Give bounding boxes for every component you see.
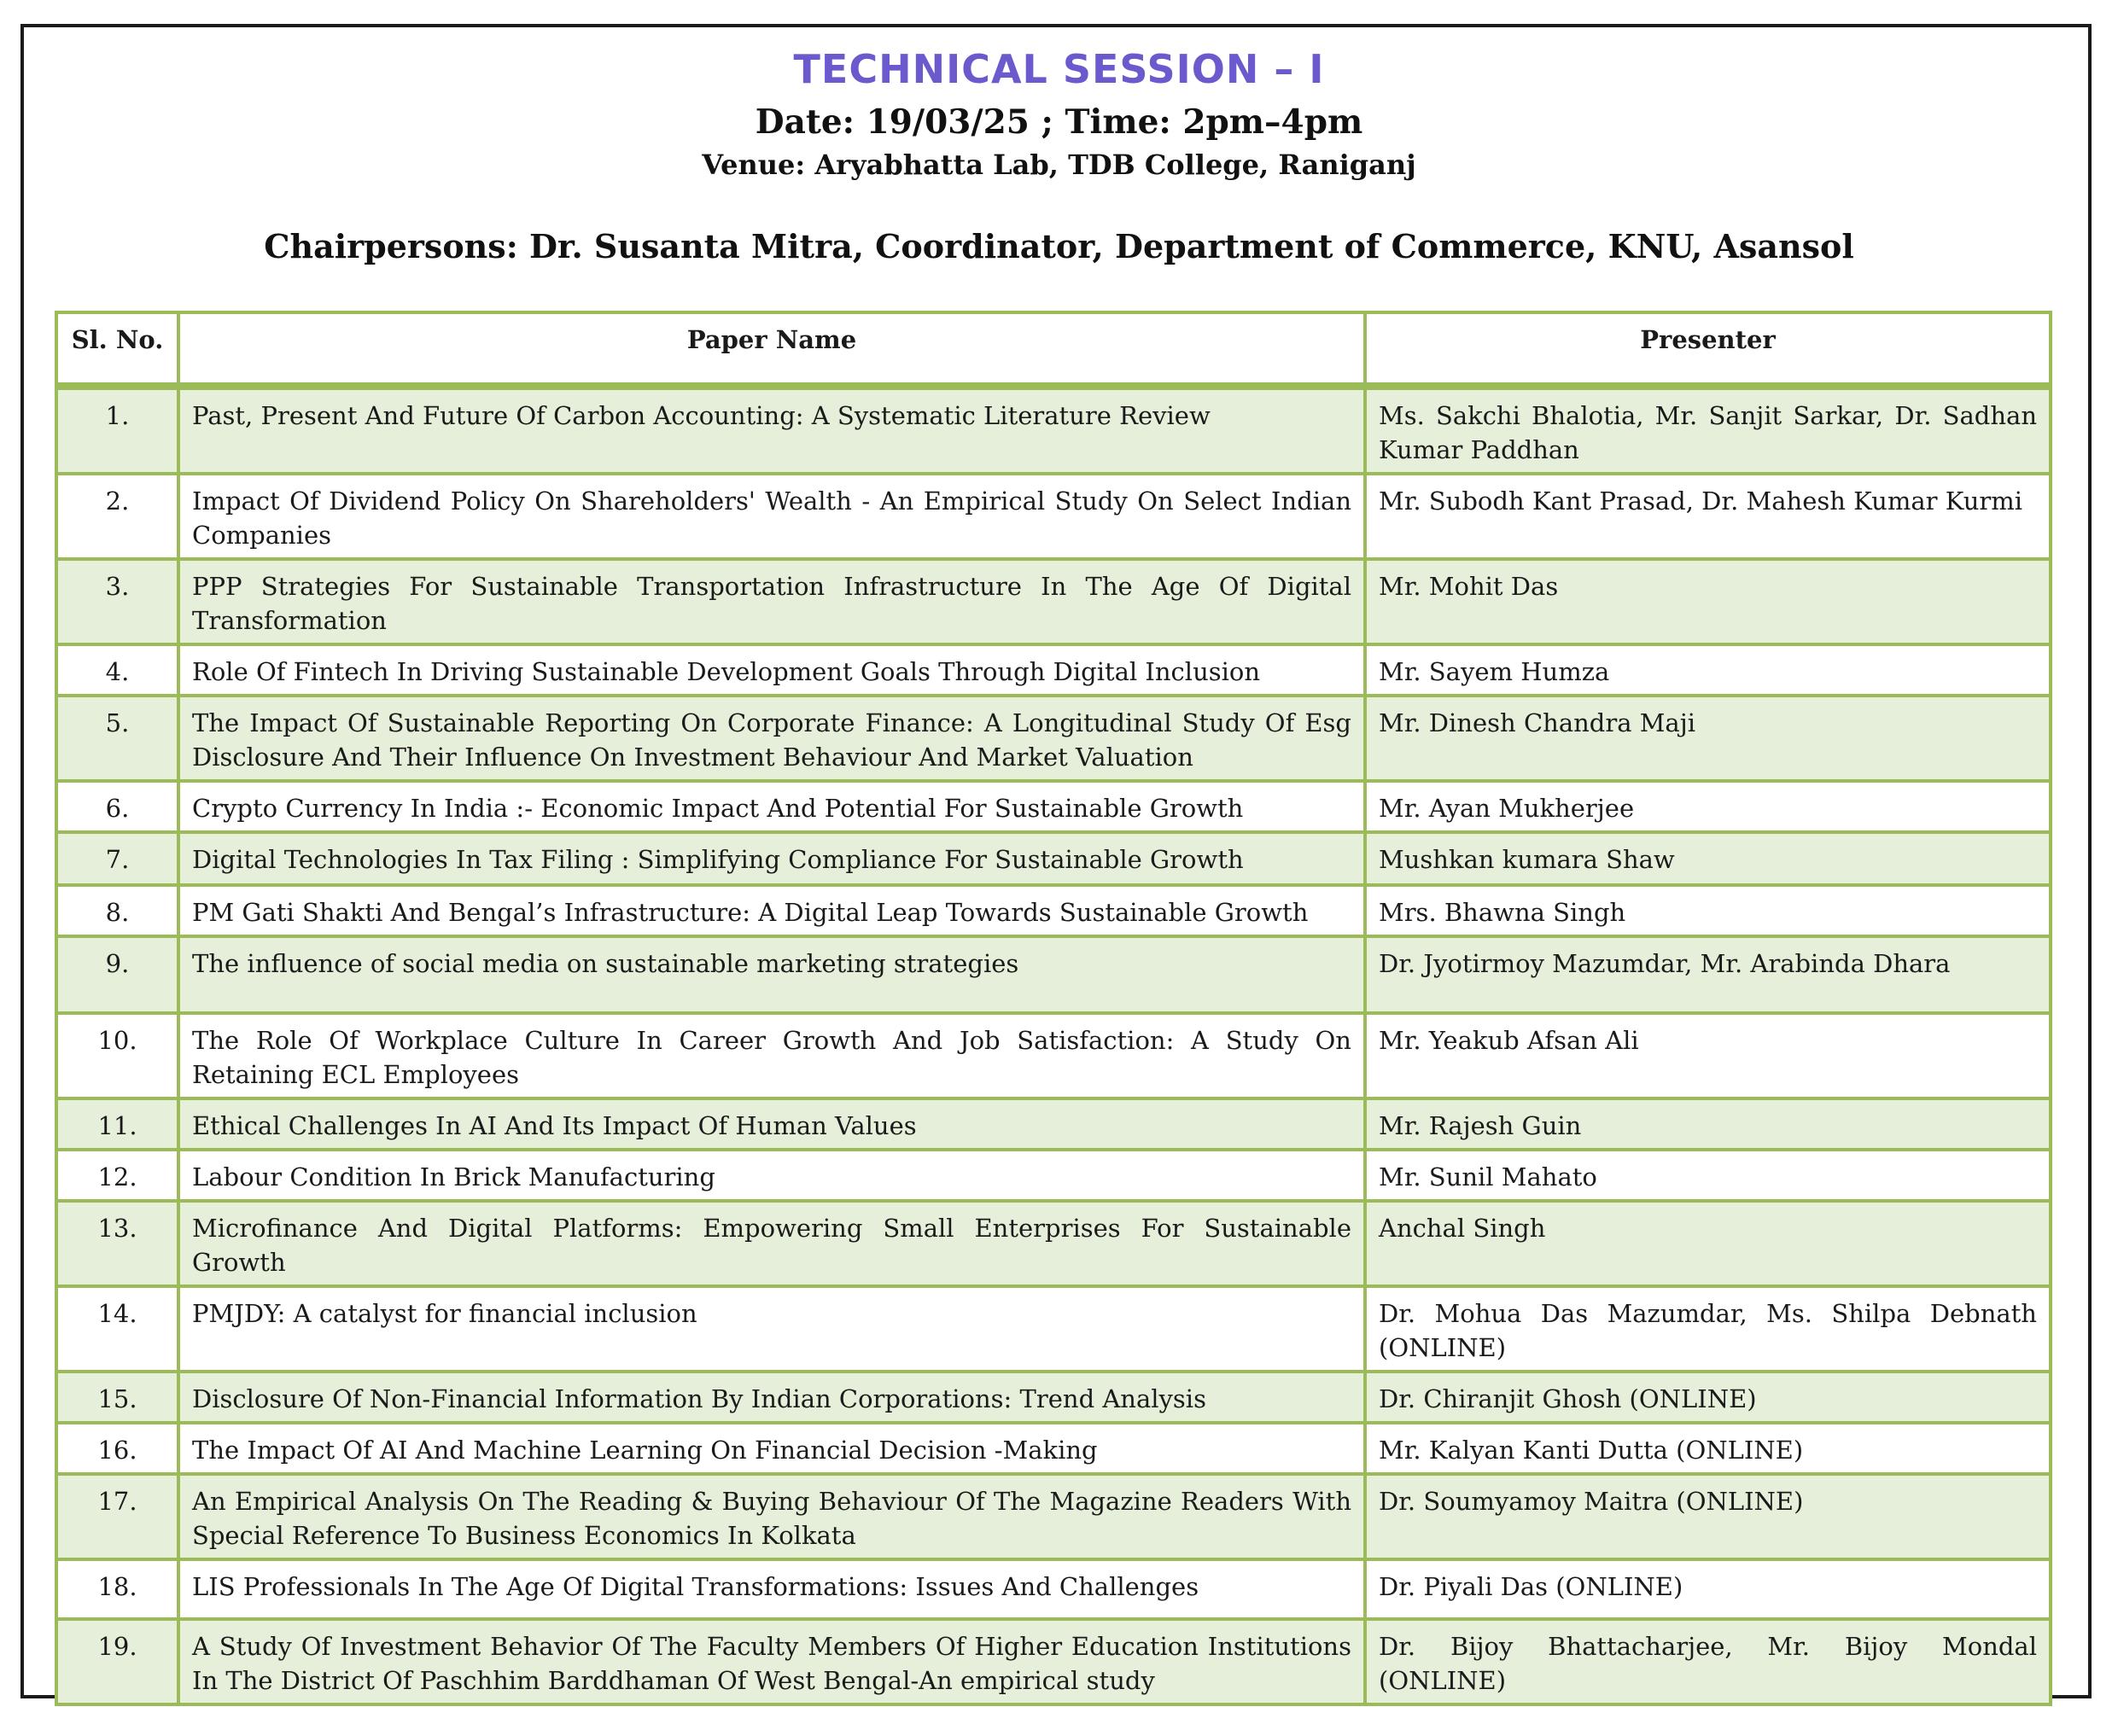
row-paper-name: Disclosure Of Non-Financial Information By Indian Corporations: Trend Analysis bbox=[178, 1372, 1365, 1423]
row-paper-name: Microfinance And Digital Platforms: Empowering Small Enterprises For Sustainable Growth bbox=[178, 1201, 1365, 1286]
table-row bbox=[56, 1372, 2051, 1423]
row-paper-name: The Impact Of AI And Machine Learning On Financial Decision -Making bbox=[178, 1423, 1365, 1474]
row-paper-name: Past, Present And Future Of Carbon Accounting: A Systematic Literature Review bbox=[178, 386, 1365, 474]
row-serial-number: 2. bbox=[56, 474, 178, 559]
row-presenter: Anchal Singh bbox=[1365, 1201, 2051, 1286]
row-serial-number: 5. bbox=[56, 696, 178, 781]
row-presenter: Mr. Sayem Humza bbox=[1365, 644, 2051, 696]
row-presenter: Dr. Jyotirmoy Mazumdar, Mr. Arabinda Dhara bbox=[1365, 936, 2051, 1013]
table-row bbox=[56, 1619, 2051, 1704]
column-header-serial: Sl. No. bbox=[56, 312, 178, 386]
row-presenter: Dr. Piyali Das (ONLINE) bbox=[1365, 1559, 2051, 1619]
table-row bbox=[56, 781, 2051, 832]
row-serial-number: 14. bbox=[56, 1286, 178, 1372]
schedule-table bbox=[55, 311, 2052, 1706]
table-row bbox=[56, 644, 2051, 696]
table-row bbox=[56, 832, 2051, 885]
row-presenter: Dr. Chiranjit Ghosh (ONLINE) bbox=[1365, 1372, 2051, 1423]
table-row bbox=[56, 1098, 2051, 1150]
row-paper-name: PPP Strategies For Sustainable Transportation Infrastructure In The Age Of Digital Transformation bbox=[178, 559, 1365, 644]
row-paper-name: Digital Technologies In Tax Filing : Simplifying Compliance For Sustainable Growth bbox=[178, 832, 1365, 885]
row-presenter: Mr. Dinesh Chandra Maji bbox=[1365, 696, 2051, 781]
column-header-presenter: Presenter bbox=[1365, 312, 2051, 386]
row-paper-name: PMJDY: A catalyst for financial inclusion bbox=[178, 1286, 1365, 1372]
table-row bbox=[56, 1286, 2051, 1372]
table-row bbox=[56, 1423, 2051, 1474]
row-paper-name: A Study Of Investment Behavior Of The Faculty Members Of Higher Education Institutions In The District Of Paschhim Barddhaman Of West Bengal-An empirical study bbox=[178, 1619, 1365, 1704]
row-paper-name: An Empirical Analysis On The Reading & Buying Behaviour Of The Magazine Readers With Special Reference To Business Economics In Kolkata bbox=[178, 1474, 1365, 1559]
row-serial-number: 4. bbox=[56, 644, 178, 696]
table-row bbox=[56, 1559, 2051, 1619]
row-serial-number: 6. bbox=[56, 781, 178, 832]
row-paper-name: Role Of Fintech In Driving Sustainable Development Goals Through Digital Inclusion bbox=[178, 644, 1365, 696]
row-serial-number: 7. bbox=[56, 832, 178, 885]
row-serial-number: 16. bbox=[56, 1423, 178, 1474]
row-serial-number: 11. bbox=[56, 1098, 178, 1150]
schedule-rows bbox=[56, 386, 2051, 1704]
table-row bbox=[56, 936, 2051, 1013]
row-paper-name: The influence of social media on sustainable marketing strategies bbox=[178, 936, 1365, 1013]
row-presenter: Dr. Soumyamoy Maitra (ONLINE) bbox=[1365, 1474, 2051, 1559]
row-paper-name: Labour Condition In Brick Manufacturing bbox=[178, 1150, 1365, 1201]
table-row bbox=[56, 1201, 2051, 1286]
row-serial-number: 3. bbox=[56, 559, 178, 644]
row-presenter: Mr. Ayan Mukherjee bbox=[1365, 781, 2051, 832]
row-presenter: Ms. Sakchi Bhalotia, Mr. Sanjit Sarkar, Dr. Sadhan Kumar Paddhan bbox=[1365, 386, 2051, 474]
table-row bbox=[56, 885, 2051, 936]
row-serial-number: 10. bbox=[56, 1013, 178, 1098]
row-presenter: Mr. Yeakub Afsan Ali bbox=[1365, 1013, 2051, 1098]
row-paper-name: Crypto Currency In India :- Economic Impact And Potential For Sustainable Growth bbox=[178, 781, 1365, 832]
row-serial-number: 18. bbox=[56, 1559, 178, 1619]
row-presenter: Mr. Sunil Mahato bbox=[1365, 1150, 2051, 1201]
table-header-row bbox=[56, 312, 2051, 386]
row-presenter: Mr. Kalyan Kanti Dutta (ONLINE) bbox=[1365, 1423, 2051, 1474]
row-presenter: Mr. Mohit Das bbox=[1365, 559, 2051, 644]
row-presenter: Mushkan kumara Shaw bbox=[1365, 832, 2051, 885]
column-header-paper: Paper Name bbox=[178, 312, 1365, 386]
row-serial-number: 12. bbox=[56, 1150, 178, 1201]
row-serial-number: 1. bbox=[56, 386, 178, 474]
row-presenter: Dr. Bijoy Bhattacharjee, Mr. Bijoy Mondal (ONLINE) bbox=[1365, 1619, 2051, 1704]
row-serial-number: 9. bbox=[56, 936, 178, 1013]
table-row bbox=[56, 696, 2051, 781]
row-paper-name: LIS Professionals In The Age Of Digital Transformations: Issues And Challenges bbox=[178, 1559, 1365, 1619]
row-serial-number: 13. bbox=[56, 1201, 178, 1286]
table-row bbox=[56, 1013, 2051, 1098]
session-chairpersons: Chairpersons: Dr. Susanta Mitra, Coordinator, Department of Commerce, KNU, Asansol bbox=[264, 227, 1854, 265]
row-serial-number: 17. bbox=[56, 1474, 178, 1559]
session-venue: Venue: Aryabhatta Lab, TDB College, Raniganj bbox=[702, 149, 1416, 181]
row-paper-name: Ethical Challenges In AI And Its Impact Of Human Values bbox=[178, 1098, 1365, 1150]
row-paper-name: The Impact Of Sustainable Reporting On Corporate Finance: A Longitudinal Study Of Esg Disclosure And Their Influence On Investment Behaviour And Market Valuation bbox=[178, 696, 1365, 781]
row-paper-name: PM Gati Shakti And Bengal’s Infrastructure: A Digital Leap Towards Sustainable Growth bbox=[178, 885, 1365, 936]
row-presenter: Dr. Mohua Das Mazumdar, Ms. Shilpa Debnath (ONLINE) bbox=[1365, 1286, 2051, 1372]
table-row bbox=[56, 1474, 2051, 1559]
row-serial-number: 8. bbox=[56, 885, 178, 936]
row-presenter: Mr. Subodh Kant Prasad, Dr. Mahesh Kumar Kurmi bbox=[1365, 474, 2051, 559]
session-date-time: Date: 19/03/25 ; Time: 2pm–4pm bbox=[755, 102, 1363, 142]
table-row bbox=[56, 1150, 2051, 1201]
row-paper-name: The Role Of Workplace Culture In Career Growth And Job Satisfaction: A Study On Retaining ECL Employees bbox=[178, 1013, 1365, 1098]
table-row bbox=[56, 559, 2051, 644]
session-title: TECHNICAL SESSION – I bbox=[793, 46, 1325, 92]
row-serial-number: 19. bbox=[56, 1619, 178, 1704]
row-serial-number: 15. bbox=[56, 1372, 178, 1423]
table-row bbox=[56, 386, 2051, 474]
row-paper-name: Impact Of Dividend Policy On Shareholders' Wealth - An Empirical Study On Select Indian Companies bbox=[178, 474, 1365, 559]
table-row bbox=[56, 474, 2051, 559]
row-presenter: Mrs. Bhawna Singh bbox=[1365, 885, 2051, 936]
row-presenter: Mr. Rajesh Guin bbox=[1365, 1098, 2051, 1150]
